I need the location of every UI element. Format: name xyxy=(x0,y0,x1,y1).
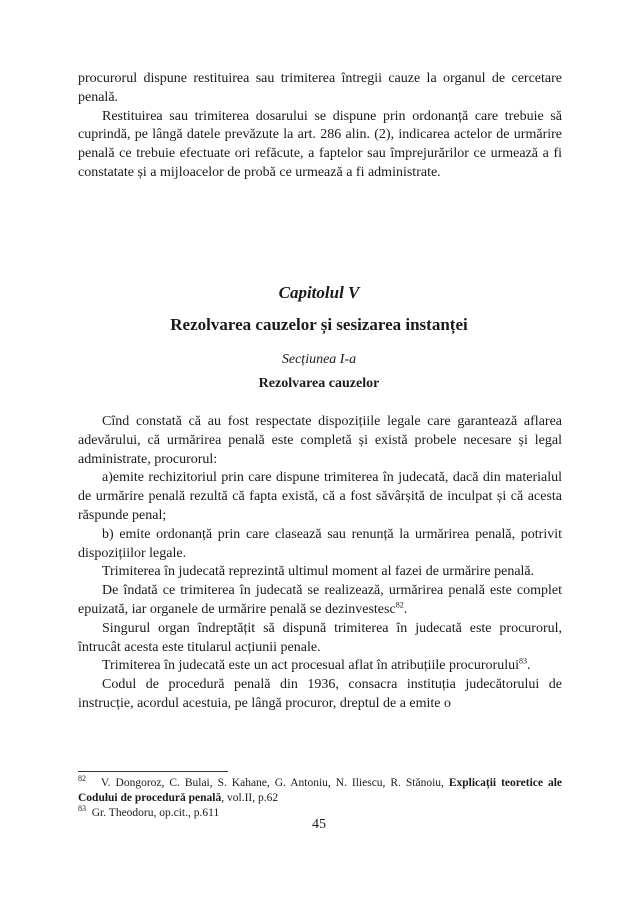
paragraph: b) emite ordonanță prin care clasează sau renunță la urmărirea penală, potrivit dispozițiilor legale. xyxy=(78,526,562,561)
paragraph: Singurul organ îndreptățit să dispună trimiterea în judecată este procurorul, întrucât acesta este titularul acțiunii penale. xyxy=(78,620,562,655)
paragraph xyxy=(78,657,562,676)
footnote-number: 82 xyxy=(78,774,86,784)
footnote-ref: 82 xyxy=(395,600,404,610)
footnote-authors: V. Dongoroz, C. Bulai, S. Kahane, G. Antoniu, N. Iliescu, R. Stănoiu, xyxy=(100,777,444,789)
paragraph: a)emite rechizitoriul prin care dispune trimiterea în judecată, dacă din materialul de urmărire penală rezultă că fapta există, că a fost săvârșită de inculpat și că acesta răspunde penal; xyxy=(78,470,562,523)
paragraph-text: De îndată ce trimiterea în judecată se realizează, urmărirea penală este complet epuizată, iar organele de urmărire penală se dezinvestesc xyxy=(78,583,562,617)
paragraph xyxy=(78,582,562,620)
paragraph: Cînd constată că au fost respectate dispozițiile legale care garantează aflarea adevărului, că urmărirea penală este completă și există probele necesare și legal administrate, procurorul: xyxy=(78,414,562,467)
section-label: Secțiunea I-a xyxy=(281,352,357,367)
footnote-rest: , vol.II, p.62 xyxy=(221,792,279,805)
footnote-82 xyxy=(78,776,562,806)
paragraph: Codul de procedură penală din 1936, consacra instituția judecătorului de instrucție, acordul acestuia, pe lângă procuror, dreptul de a emite o xyxy=(78,677,562,711)
paragraph-text: Trimiterea în judecată este un act procesual aflat în atribuțiile procurorului xyxy=(102,658,519,674)
paragraph: Trimiterea în judecată reprezintă ultimul moment al fazei de urmărire penală. xyxy=(102,564,535,580)
paragraph: Restituirea sau trimiterea dosarului se dispune prin ordonanță care trebuie să cuprindă, pe lângă datele prevăzute la art. 286 alin. (2), indicarea actelor de urmărire penală ce trebuie efectuate ori refăcute, a faptelor sau împrejurărilor ce urmează a fi constatate și a mijloacelor de probă ce urmează a fi administrate. xyxy=(78,108,562,180)
footnote-title: Explicații teoretice ale Codului de procedură penală xyxy=(78,777,562,805)
footnote-ref: 83 xyxy=(519,656,527,666)
section-title: Rezolvarea cauzelor xyxy=(258,376,380,391)
chapter-title: Capitolul V xyxy=(278,283,360,302)
page-number: 45 xyxy=(312,817,326,832)
top-text-block xyxy=(78,70,562,183)
footnote-number: 83 xyxy=(78,804,86,814)
footnote-divider xyxy=(78,771,228,772)
body-text-block xyxy=(78,413,562,714)
footnotes xyxy=(78,776,562,822)
paragraph: procurorul dispune restituirea sau trimiterea întregii cauze la organul de cercetare penală. xyxy=(78,71,562,105)
chapter-subtitle: Rezolvarea cauzelor și sesizarea instanței xyxy=(170,315,468,334)
footnote-text: Gr. Theodoru, op.cit., p.611 xyxy=(91,807,220,820)
paragraph-end: . xyxy=(527,658,531,674)
paragraph-end: . xyxy=(403,601,408,617)
